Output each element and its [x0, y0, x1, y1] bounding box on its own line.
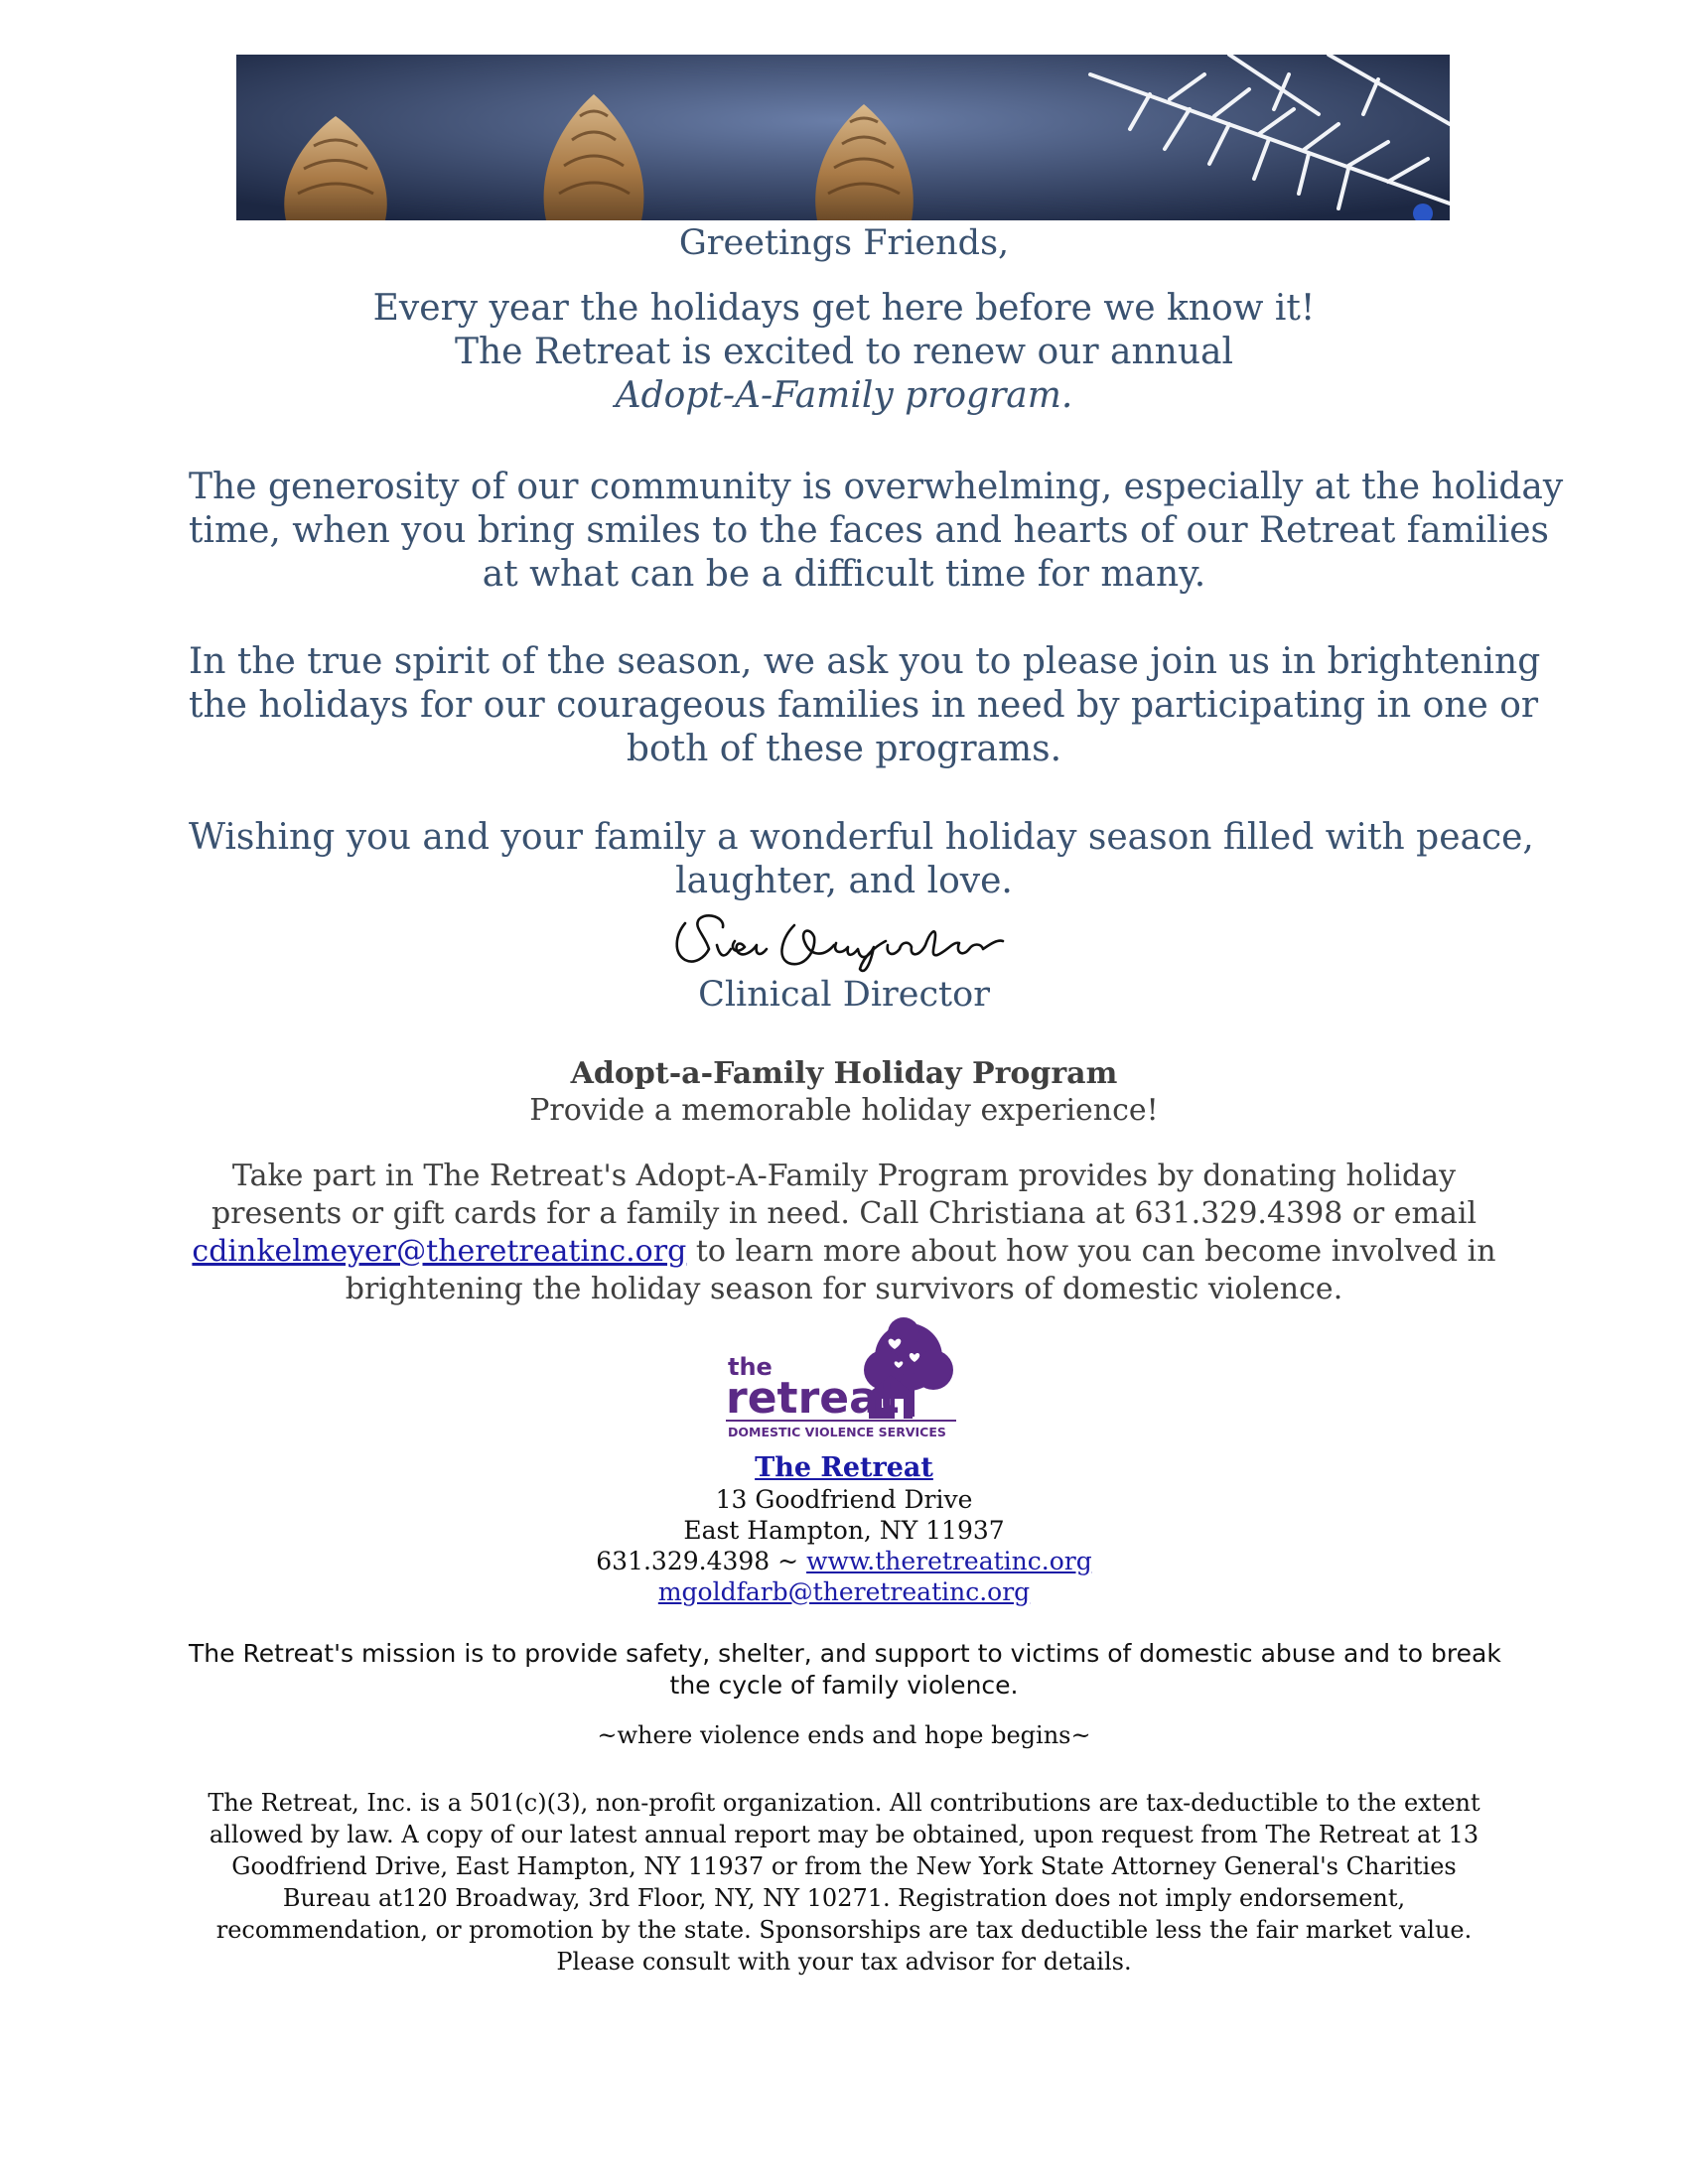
legal-line: Please consult with your tax advisor for details. [556, 1948, 1132, 1976]
paragraph-line: both of these programs. [626, 729, 1062, 769]
paragraph-line: The generosity of our community is overwhelming, especially at the holiday [189, 467, 1564, 507]
phone-website-line [447, 1546, 1241, 1576]
the-retreat-logo [720, 1315, 968, 1444]
program-title: Adopt-a-Family Holiday Program [570, 1056, 1118, 1091]
legal-line: Bureau at120 Broadway, 3rd Floor, NY, NY 10271. Registration does not imply endorsement, [282, 1884, 1406, 1912]
phone-number: 631.329.4398 ~ [596, 1547, 807, 1575]
paragraph-line: at what can be a difficult time for many. [482, 554, 1206, 595]
signer-title: Clinical Director [698, 975, 990, 1015]
tagline: ~where violence ends and hope begins~ [597, 1721, 1091, 1749]
contact-email-link[interactable]: mgoldfarb@theretreatinc.org [657, 1577, 1031, 1606]
program-line: Take part in The Retreat's Adopt-A-Family Program provides by donating holiday [231, 1159, 1457, 1193]
handwritten-signature [665, 905, 1033, 977]
paragraph-line: laughter, and love. [675, 861, 1013, 901]
legal-line: Goodfriend Drive, East Hampton, NY 11937 or from the New York State Attorney General's Charities [231, 1852, 1457, 1880]
paragraph-line: the holidays for our courageous families in need by participating in one or [189, 685, 1539, 726]
paragraph-line: In the true spirit of the season, we ask you to please join us in brightening [189, 641, 1541, 682]
program-email-link[interactable]: cdinkelmeyer@theretreatinc.org [192, 1234, 687, 1269]
address-line-2: East Hampton, NY 11937 [683, 1516, 1005, 1545]
program-description [189, 1158, 1499, 1308]
legal-line: The Retreat, Inc. is a 501(c)(3), non-profit organization. All contributions are tax-deductible to the extent [208, 1789, 1480, 1817]
paragraph-line: time, when you bring smiles to the faces and hearts of our Retreat families [189, 510, 1549, 551]
website-link[interactable]: www.theretreatinc.org [806, 1547, 1092, 1575]
program-name-italic: Adopt-A-Family program. [615, 375, 1073, 416]
mission-line: The Retreat's mission is to provide safety, shelter, and support to victims of domestic abuse and to break [189, 1639, 1501, 1668]
logo-word-the: the [728, 1353, 773, 1381]
greeting: Greetings Friends, [678, 223, 1010, 263]
pinecone-banner-image [236, 55, 1450, 220]
program-line: brightening the holiday season for survivors of domestic violence. [345, 1272, 1343, 1306]
legal-line: recommendation, or promotion by the state. Sponsorships are tax deductible less the fair market value. [215, 1916, 1473, 1944]
address-line-1: 13 Goodfriend Drive [715, 1485, 973, 1514]
legal-disclaimer [189, 1787, 1499, 1978]
program-line: presents or gift cards for a family in need. Call Christiana at 631.329.4398 or email [211, 1196, 1477, 1231]
org-name-link[interactable]: The Retreat [755, 1452, 933, 1483]
letter-paragraph-3 [189, 640, 1541, 771]
paragraph-line: The Retreat is excited to renew our annual [454, 332, 1234, 372]
program-line-rest: to learn more about how you can become involved in [686, 1234, 1496, 1269]
legal-line: allowed by law. A copy of our latest annual report may be obtained, upon request from The Retreat at 13 [209, 1821, 1479, 1848]
mission-line: the cycle of family violence. [669, 1671, 1019, 1700]
logo-word-retreat: retreat [726, 1373, 900, 1424]
org-name [447, 1452, 1241, 1483]
email-line [447, 1576, 1241, 1607]
program-subtitle: Provide a memorable holiday experience! [529, 1093, 1159, 1128]
letter-paragraph-2 [189, 466, 1564, 597]
paragraph-line: Every year the holidays get here before we know it! [372, 288, 1316, 329]
program-line [189, 1233, 1499, 1271]
logo-tagline: DOMESTIC VIOLENCE SERVICES [728, 1425, 946, 1439]
letter-paragraph-1 [189, 287, 1499, 418]
paragraph-line: Wishing you and your family a wonderful holiday season filled with peace, [189, 817, 1534, 858]
letter-paragraph-4 [189, 816, 1534, 903]
mission-statement [189, 1638, 1499, 1702]
